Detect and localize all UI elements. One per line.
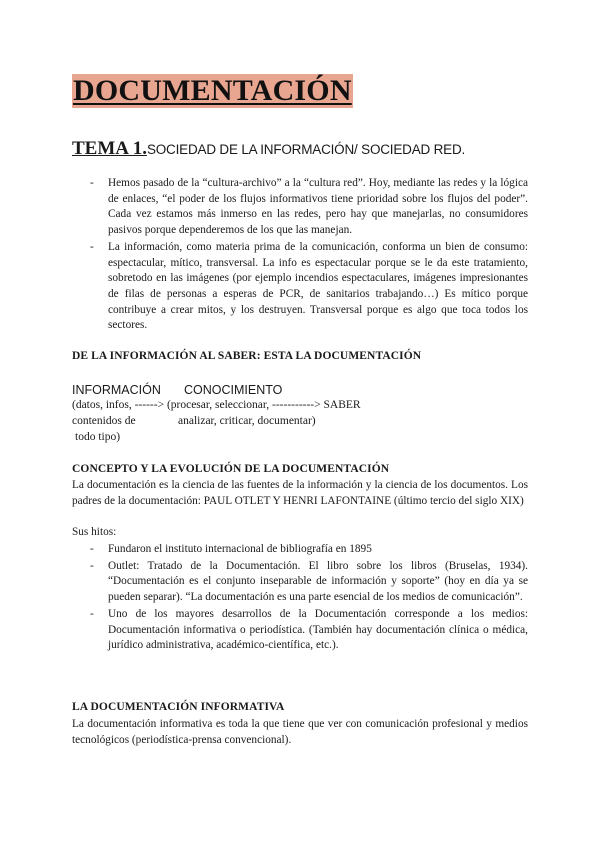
diagram-line3-left: todo tipo) <box>75 431 121 443</box>
bullet-dash: - <box>90 543 94 555</box>
section-heading-concept: CONCEPTO Y LA EVOLUCIÓN DE LA DOCUMENTACIÓN <box>72 463 390 475</box>
section-heading-info-to-knowledge: DE LA INFORMACIÓN AL SABER: ESTA LA DOCUMENTACIÓN <box>72 350 422 362</box>
bullet-dash: - <box>90 607 94 620</box>
list-item: - La información, como materia prima de la comunicación, conforma un bien de consumo: espectacular, mítico, transversal. La info es espectacular porque se le da este tratamiento, sobretodo en las imágenes (por ejemplo incendios espectaculares, imágenes impresionantes de filas de personas a esperas de PCR, de sanitarios trabajando…) Es mítico porque contribuye a crear mitos, y los destruyen. Transversal porque es algo que toca todos los sectores. <box>90 240 528 332</box>
diagram-line2-right: analizar, criticar, documentar) <box>178 415 316 427</box>
diagram-information-label: INFORMACIÓN <box>72 383 161 397</box>
section-heading-informative: LA DOCUMENTACIÓN INFORMATIVA <box>72 701 285 713</box>
document-title: DOCUMENTACIÓN <box>73 74 352 107</box>
list-item: - Uno de los mayores desarrollos de la Documentación corresponde a los medios: Documentación informativa o periodística. (También hay documentación clínica o médica, jurídico administrativa, académico-científica, etc.). <box>90 607 528 652</box>
topic-text: SOCIEDAD DE LA INFORMACIÓN/ SOCIEDAD RED. <box>146 142 466 157</box>
informative-paragraph: La documentación informativa es toda la que tiene que ver con comunicación profesional y medios tecnológicos (periodística-prensa convencional). <box>72 718 528 746</box>
diagram-line2-left: contenidos de <box>72 415 136 427</box>
list-item: - Outlet: Tratado de la Documentación. El libro sobre los libros (Bruselas, 1934). “Documentación es el conjunto inseparable de información y soporte” (hoy en día ya se pueden separar). “La documentación es una parte esencial de los medios de comunicación”. <box>90 559 528 604</box>
topic-heading <box>72 138 465 160</box>
bullet-dash: - <box>90 177 94 189</box>
bullet-dash: - <box>90 240 94 253</box>
topic-label: TEMA 1. <box>72 138 147 159</box>
bullet-dash: - <box>90 559 94 572</box>
list-item: - Hemos pasado de la “cultura-archivo” a la “cultura red”. Hoy, mediante las redes y la lógica de enlaces, “el poder de los flujos informativos tiene prioridad sobre los flujos del poder”. Cada vez estamos más inmerso en las redes, pero hay que manejarlas, no consumidores pasivos porque dependeremos de los que las manejan. <box>90 177 528 237</box>
list-item: - Fundaron el instituto internacional de bibliografía en 1895 <box>72 542 528 558</box>
diagram-knowledge-label: CONOCIMIENTO <box>184 383 283 397</box>
concept-paragraph: La documentación es la ciencia de las fuentes de la información y la ciencia de los documentos. Los padres de la documentación: PAUL OTLET Y HENRI LAFONTAINE (último tercio del siglo XIX) <box>72 479 528 507</box>
intro-bullet-list <box>72 176 528 335</box>
milestones-label: Sus hitos: <box>72 526 117 538</box>
diagram-flow-line: (datos, infos, ------> (procesar, seleccionar, -----------> SABER <box>72 399 361 411</box>
milestones-bullet-list <box>72 542 528 655</box>
